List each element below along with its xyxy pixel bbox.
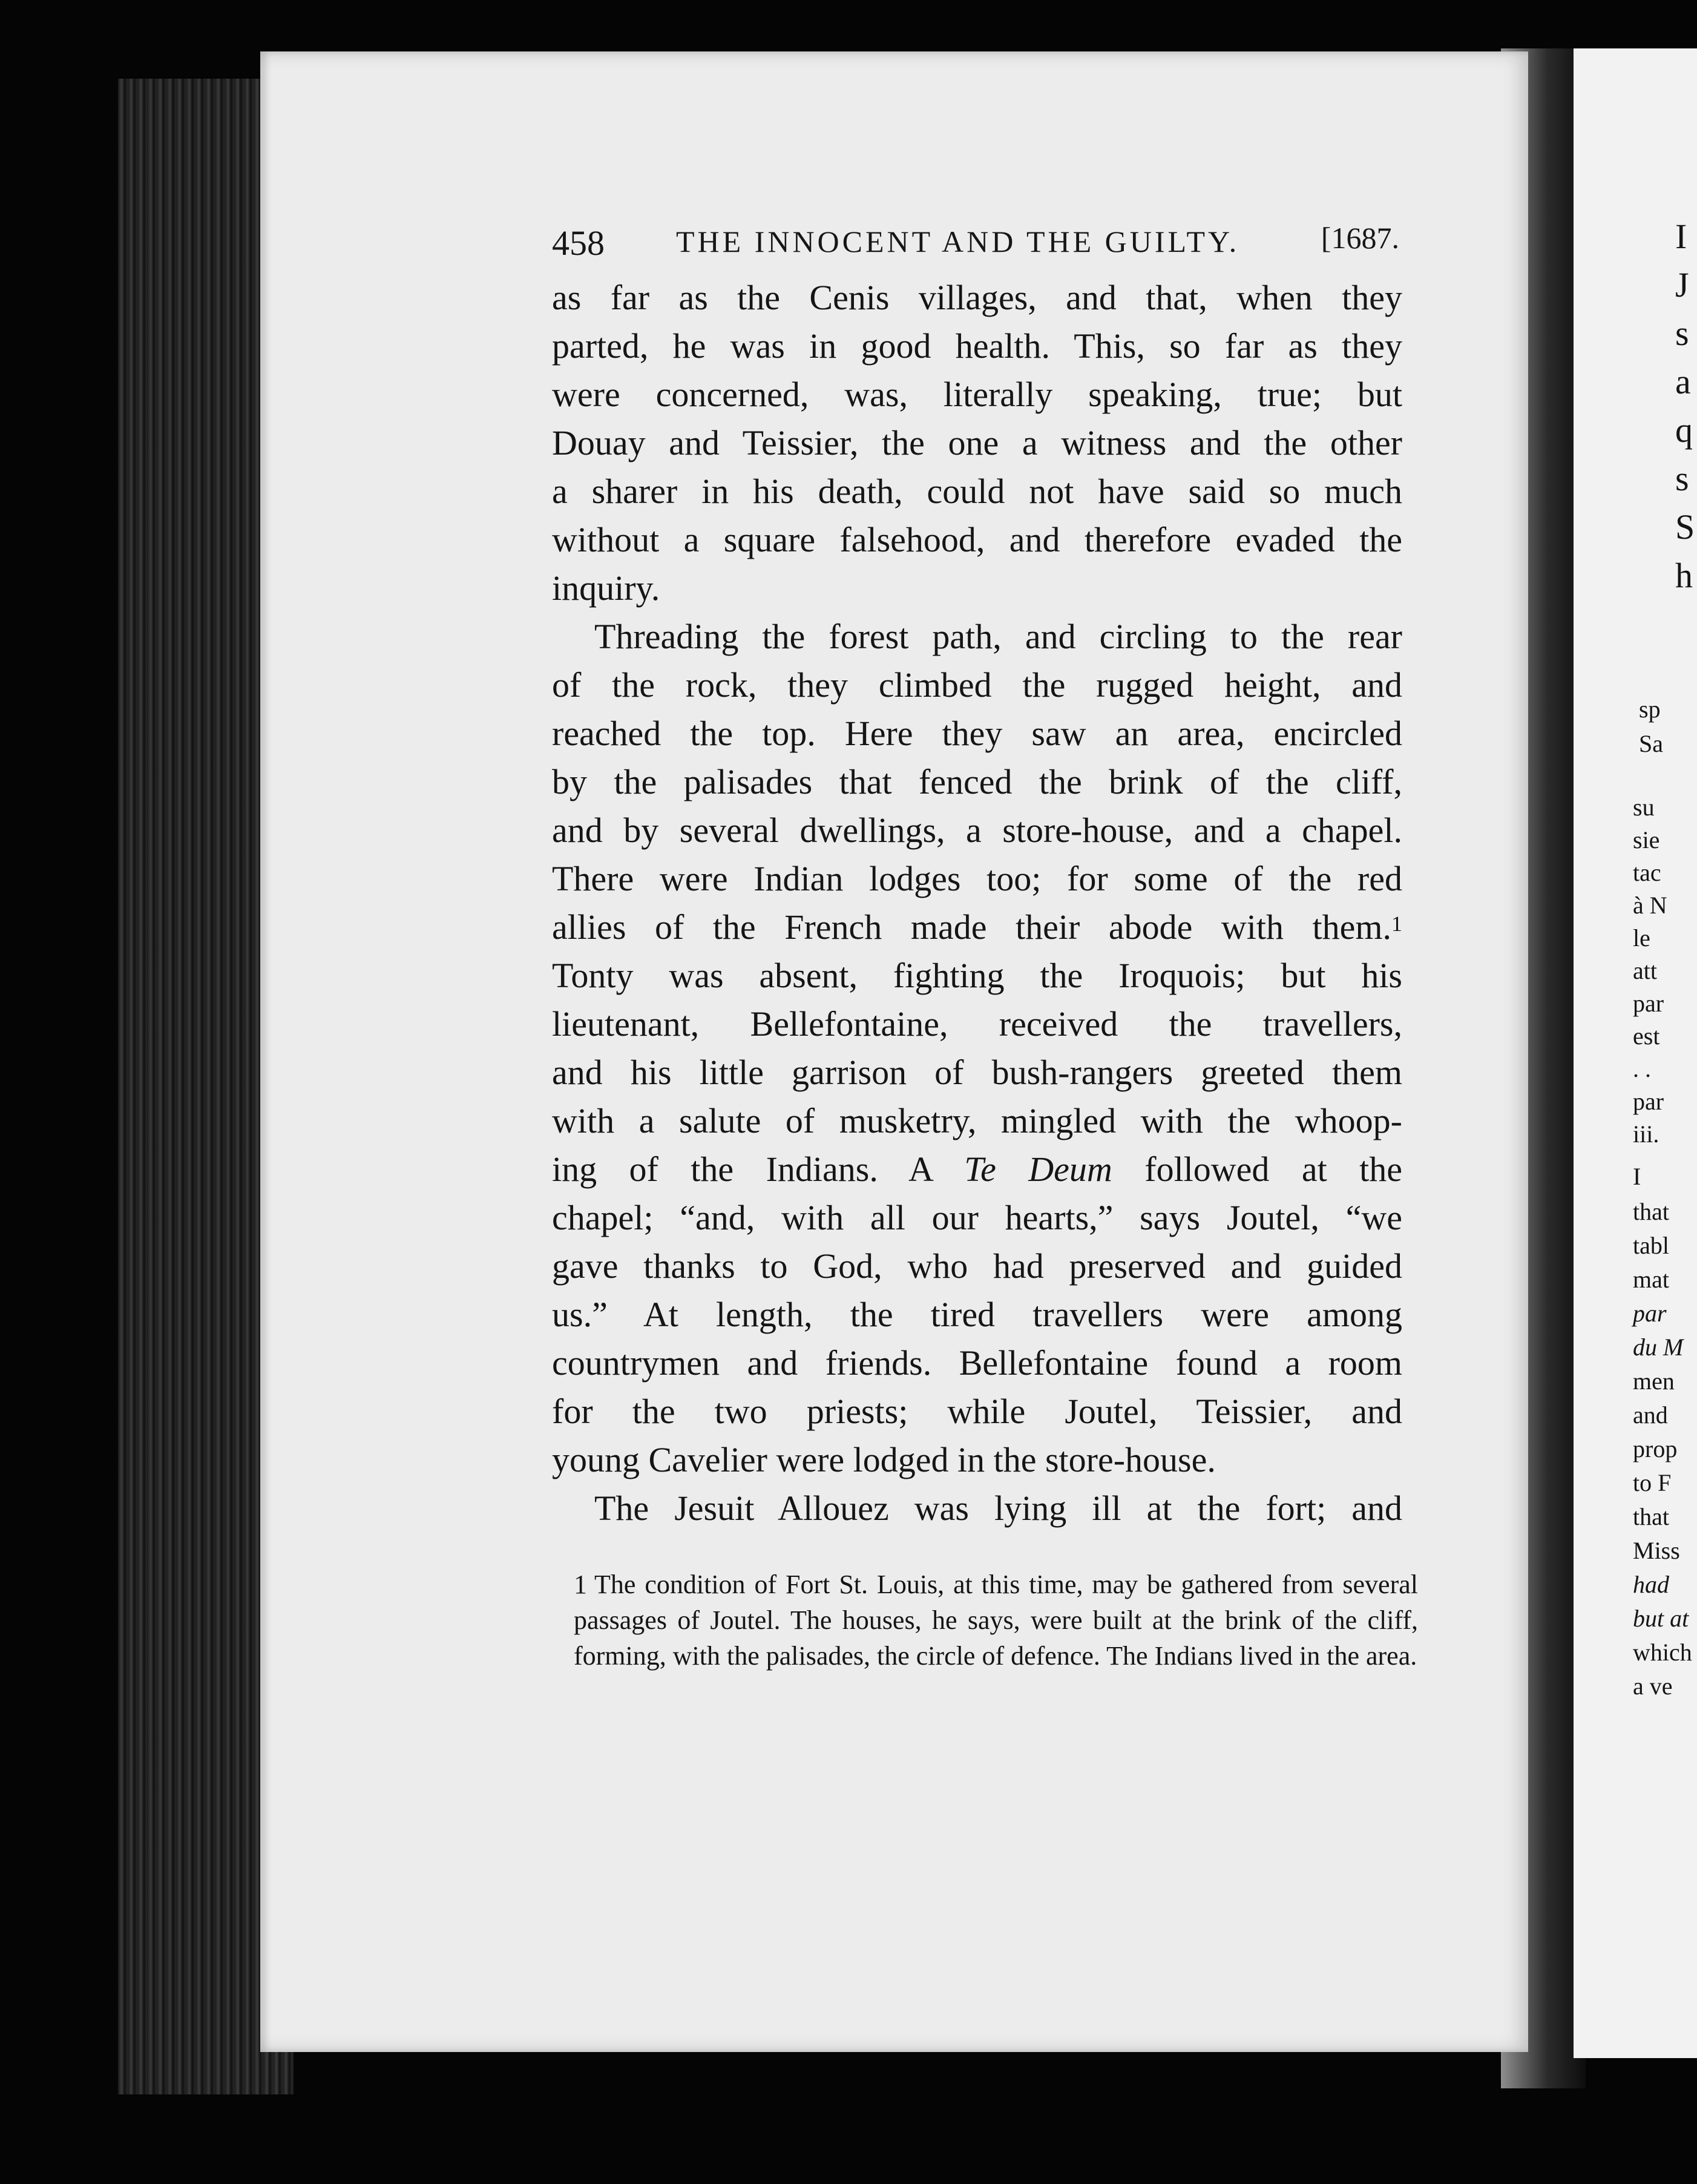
italic-phrase: Te Deum: [964, 1150, 1112, 1189]
text-line-content: allies of the French made their abode with them.: [552, 907, 1391, 947]
next-page-fragment: that: [1633, 1503, 1669, 1530]
next-page-fragment: sp: [1639, 696, 1661, 723]
next-page-fragment: tac: [1633, 859, 1661, 886]
text-line: chapel; “and, with all our hearts,” says Joutel, “we: [552, 1198, 1402, 1237]
text-line: gave thanks to God, who had preserved and guided: [552, 1246, 1402, 1286]
next-page-fragment: to F: [1633, 1469, 1672, 1496]
next-page-fragment: s: [1675, 459, 1689, 498]
text-line: countrymen and friends. Bellefontaine found a room: [552, 1343, 1402, 1383]
next-page-fragment: a: [1675, 362, 1691, 401]
next-page-fragment: I: [1633, 1163, 1641, 1190]
text-line: for the two priests; while Joutel, Teissier, and: [552, 1392, 1402, 1431]
text-line: [552, 903, 1402, 952]
next-page-fragment: men: [1633, 1367, 1675, 1395]
text-line: without a square falsehood, and therefore evaded the: [552, 520, 1402, 559]
next-page-fragment: par: [1633, 990, 1664, 1017]
next-page-fragment: Miss: [1633, 1537, 1680, 1564]
next-page-fragment: att: [1633, 957, 1657, 984]
next-page-fragment: and: [1633, 1401, 1668, 1429]
next-page-fragment: S: [1675, 507, 1695, 547]
next-page-fragment: à N: [1633, 892, 1667, 919]
next-page-fragment: su: [1633, 794, 1655, 821]
text-line: a sharer in his death, could not have said so much: [552, 472, 1402, 511]
text-line: inquiry.: [552, 568, 660, 608]
footnote-text: The condition of Fort St. Louis, at this time, may be gathered from several passages of Joutel. The houses, he says, were built at the brink of the cliff, forming, with the palisades, the circle of defence. The Indians lived in the area.: [574, 1570, 1418, 1671]
next-page-fragment: a ve: [1633, 1673, 1673, 1700]
running-head: [552, 212, 1399, 266]
next-page-fragment: par: [1633, 1088, 1664, 1115]
footnote: [574, 1567, 1418, 1674]
next-page-fragment: prop: [1633, 1435, 1678, 1462]
next-page-fragment: which: [1633, 1639, 1692, 1666]
next-page-fragment: s: [1675, 314, 1689, 353]
page-number: 458: [552, 223, 605, 263]
next-page-fragment: h: [1675, 556, 1693, 595]
text-line: us.” At length, the tired travellers were among: [552, 1295, 1402, 1334]
running-title: THE INNOCENT AND THE GUILTY.: [676, 225, 1240, 258]
next-page-fragment: sie: [1633, 826, 1660, 854]
footnote-reference[interactable]: 1: [1391, 912, 1402, 936]
text-line: young Cavelier were lodged in the store-house.: [552, 1440, 1216, 1479]
text-line: as far as the Cenis villages, and that, when they: [552, 278, 1402, 317]
text-line: There were Indian lodges too; for some of the red: [552, 859, 1402, 898]
text-line: reached the top. Here they saw an area, encircled: [552, 714, 1402, 753]
text-line: Threading the forest path, and circling to the rear: [594, 617, 1402, 656]
next-page-fragment: le: [1633, 924, 1650, 952]
next-page-fragment: par: [1633, 1300, 1667, 1327]
next-page-fragment: iii.: [1633, 1120, 1659, 1148]
text-line: parted, he was in good health. This, so far as they: [552, 326, 1402, 366]
text-line: by the palisades that fenced the brink of the cliff,: [552, 762, 1402, 801]
text-line-content: followed at the: [1144, 1150, 1403, 1189]
text-line: lieutenant, Bellefontaine, received the travellers,: [552, 1004, 1402, 1044]
text-line: and by several dwellings, a store-house, and a chapel.: [552, 811, 1402, 850]
next-page-fragment: mat: [1633, 1266, 1669, 1293]
text-line: [552, 1145, 1402, 1194]
body-text: [552, 274, 1402, 1533]
next-page-fragment: q: [1675, 410, 1693, 450]
text-line: were concerned, was, literally speaking, true; but: [552, 375, 1402, 414]
next-page-fragment: . .: [1633, 1055, 1651, 1082]
next-page-fragment: I: [1675, 217, 1687, 256]
text-line-content: ing of the Indians. A: [552, 1150, 932, 1189]
text-line: with a salute of musketry, mingled with the whoop-: [552, 1101, 1402, 1140]
text-line: Tonty was absent, fighting the Iroquois; but his: [552, 956, 1402, 995]
next-page-fragment: Sa: [1639, 730, 1663, 757]
next-page-fragment: du M: [1633, 1334, 1684, 1361]
footnote-mark: 1: [574, 1570, 587, 1599]
next-page-fragment: that: [1633, 1198, 1669, 1225]
next-page-fragment: est: [1633, 1022, 1660, 1050]
text-line: The Jesuit Allouez was lying ill at the fort; and: [594, 1488, 1402, 1528]
text-line: Douay and Teissier, the one a witness and the other: [552, 423, 1402, 462]
next-page-fragment: but at: [1633, 1605, 1689, 1632]
text-line: and his little garrison of bush-rangers greeted them: [552, 1053, 1402, 1092]
next-page-fragment: had: [1633, 1571, 1669, 1598]
running-year: [1687.: [1321, 221, 1399, 255]
next-page-fragment: J: [1675, 265, 1689, 304]
next-page-fragment: tabl: [1633, 1232, 1669, 1259]
text-line: of the rock, they climbed the rugged height, and: [552, 665, 1402, 705]
